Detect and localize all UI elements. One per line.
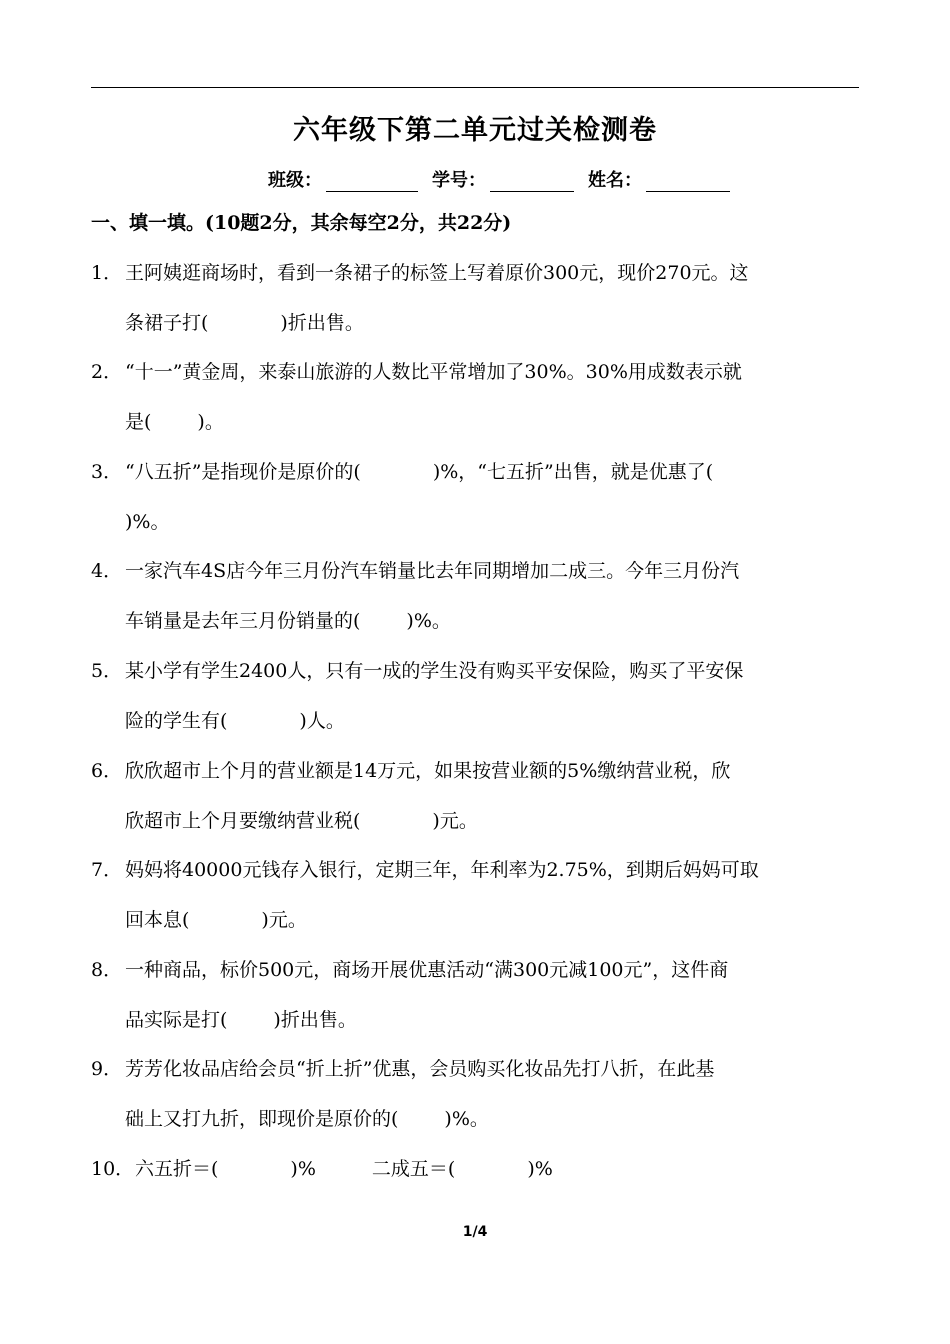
question-text: 欣超市上个月要缴纳营业税( xyxy=(125,810,361,832)
question-number: 8． xyxy=(91,959,123,981)
question-text: 险的学生有( xyxy=(125,710,228,732)
question-number: 1． xyxy=(91,262,123,284)
question-text: )人。 xyxy=(299,710,345,732)
question-2 xyxy=(91,347,871,447)
question-3 xyxy=(91,447,871,547)
question-text: 础上又打九折，即现价是原价的( xyxy=(125,1108,399,1130)
page-number xyxy=(0,1224,950,1240)
section-heading: 一、填一填。(10题2分，其余每空2分，共22分) xyxy=(91,212,512,234)
name-field[interactable] xyxy=(646,169,730,192)
question-9 xyxy=(91,1044,871,1144)
question-text: 是( xyxy=(125,411,152,433)
current-page: 1 xyxy=(462,1224,473,1240)
question-number: 6． xyxy=(91,760,123,782)
question-4 xyxy=(91,546,871,646)
question-1 xyxy=(91,248,871,348)
question-text: 条裙子打( xyxy=(125,312,209,334)
question-text: )元。 xyxy=(261,909,307,931)
question-text: 王阿姨逛商场时，看到一条裙子的标签上写着原价300元，现价270元。这 xyxy=(125,262,749,284)
total-pages: 4 xyxy=(477,1224,488,1240)
question-text: )%。 xyxy=(125,511,170,533)
page-title: 六年级下第二单元过关检测卷 xyxy=(293,115,657,146)
question-text: “十一”黄金周，来泰山旅游的人数比平常增加了30%。30%用成数表示就 xyxy=(125,361,742,383)
question-text: 芳芳化妆品店给会员“折上折”优惠，会员购买化妆品先打八折，在此基 xyxy=(125,1058,715,1080)
question-7 xyxy=(91,845,871,945)
question-text: )折出售。 xyxy=(273,1009,357,1031)
question-text: 车销量是去年三月份销量的( xyxy=(125,610,361,632)
question-text: )元。 xyxy=(432,810,478,832)
number-field[interactable] xyxy=(490,169,574,192)
question-text: )% xyxy=(290,1158,316,1180)
question-text: 欣欣超市上个月的营业额是14万元，如果按营业额的5%缴纳营业税，欣 xyxy=(125,760,731,782)
question-8 xyxy=(91,945,871,1045)
question-text: )%。 xyxy=(444,1108,489,1130)
question-number: 3． xyxy=(91,461,123,483)
page-separator: / xyxy=(472,1224,478,1240)
question-number: 2． xyxy=(91,361,123,383)
question-text: )% xyxy=(527,1158,553,1180)
question-text: 回本息( xyxy=(125,909,190,931)
question-text: )%。 xyxy=(406,610,451,632)
student-info-line xyxy=(268,162,730,192)
question-number: 4． xyxy=(91,560,123,582)
name-label: 姓名： xyxy=(588,170,642,191)
question-text: 某小学有学生2400人，只有一成的学生没有购买平安保险，购买了平安保 xyxy=(125,660,744,682)
question-10 xyxy=(91,1144,871,1194)
question-text: 一种商品，标价500元，商场开展优惠活动“满300元减100元”，这件商 xyxy=(125,959,729,981)
number-label: 学号： xyxy=(432,170,486,191)
class-field[interactable] xyxy=(326,169,418,192)
question-number: 5． xyxy=(91,660,123,682)
question-5 xyxy=(91,646,871,746)
question-text: 一家汽车4S店今年三月份汽车销量比去年同期增加二成三。今年三月份汽 xyxy=(125,560,740,582)
question-number: 7． xyxy=(91,859,123,881)
question-number: 10． xyxy=(91,1158,135,1180)
question-text: “八五折”是指现价是原价的( xyxy=(125,461,361,483)
question-text: 品实际是打( xyxy=(125,1009,228,1031)
question-6 xyxy=(91,746,871,846)
question-text: )折出售。 xyxy=(280,312,364,334)
header-rule xyxy=(91,87,859,88)
question-text: )%，“七五折”出售，就是优惠了( xyxy=(432,461,714,483)
question-text: 二成五＝( xyxy=(371,1158,456,1180)
question-text: 六五折＝( xyxy=(135,1158,219,1180)
question-number: 9． xyxy=(91,1058,123,1080)
question-text: 妈妈将40000元钱存入银行，定期三年，年利率为2.75%，到期后妈妈可取 xyxy=(125,859,759,881)
question-text: )。 xyxy=(197,411,224,433)
class-label: 班级： xyxy=(268,170,322,191)
